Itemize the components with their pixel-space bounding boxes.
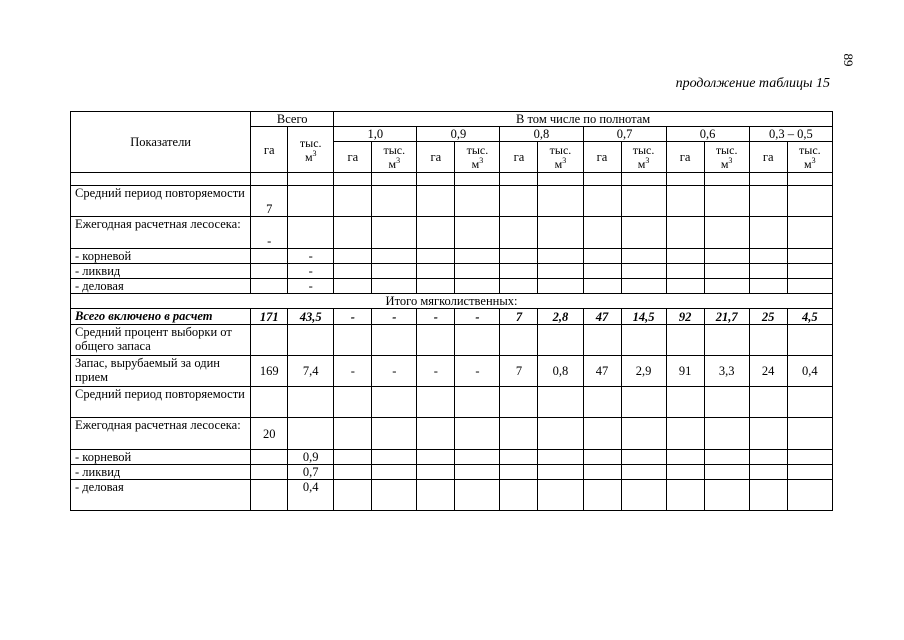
table-cell (538, 325, 583, 356)
table-cell (455, 480, 500, 511)
table-cell (583, 450, 621, 465)
table-cell (334, 264, 372, 279)
table-cell (749, 465, 787, 480)
unit-volume: тыс. $м^3$ (704, 142, 749, 173)
table-cell (787, 418, 832, 450)
table-cell (787, 249, 832, 264)
header-total-volume: тыс. $м^3$ (288, 127, 334, 173)
table-cell (334, 186, 372, 217)
table-cell (372, 418, 417, 450)
table-cell (749, 387, 787, 418)
density-header: 0,8 (500, 127, 583, 142)
table-cell (538, 387, 583, 418)
table-cell (583, 418, 621, 450)
header-total: Всего (251, 112, 334, 127)
row-label: - корневой (71, 249, 251, 264)
table-cell (749, 264, 787, 279)
table-cell (500, 249, 538, 264)
table-row (71, 387, 833, 418)
table-cell (334, 418, 372, 450)
table-cell (787, 480, 832, 511)
table-cell (749, 480, 787, 511)
empty-cell (455, 173, 500, 186)
table-cell: 25 (749, 309, 787, 325)
table-cell (583, 217, 621, 249)
table-cell (288, 186, 334, 217)
header-by-density: В том числе по полнотам (334, 112, 833, 127)
table-cell: 0,8 (538, 356, 583, 387)
row-label: Средний период повторяемости (71, 186, 251, 217)
table-cell (583, 186, 621, 217)
spacer-row (71, 173, 833, 186)
row-label: - деловая (71, 279, 251, 294)
section-row (71, 294, 833, 309)
unit-ha: га (334, 142, 372, 173)
table-cell (500, 450, 538, 465)
table-cell (334, 465, 372, 480)
table-cell (334, 217, 372, 249)
table-cell (621, 249, 666, 264)
table-cell (417, 249, 455, 264)
header-indicator: Показатели (71, 112, 251, 173)
table-cell (455, 387, 500, 418)
table-cell (455, 186, 500, 217)
table-cell: 7,4 (288, 356, 334, 387)
table-row (71, 264, 833, 279)
table-cell (500, 217, 538, 249)
table-cell (787, 325, 832, 356)
table-cell (704, 480, 749, 511)
table-cell: - (288, 249, 334, 264)
table-cell (288, 217, 334, 249)
table-cell: - (417, 309, 455, 325)
table-cell (417, 217, 455, 249)
table-cell (704, 264, 749, 279)
table-cell (334, 325, 372, 356)
table-cell (704, 249, 749, 264)
table-cell (538, 450, 583, 465)
unit-volume: тыс. $м^3$ (538, 142, 583, 173)
table-cell: - (334, 309, 372, 325)
table-cell (621, 325, 666, 356)
forest-table (70, 111, 833, 511)
table-cell (704, 450, 749, 465)
table-cell (621, 465, 666, 480)
table-cell: 169 (251, 356, 288, 387)
table-cell (621, 480, 666, 511)
table-cell (666, 217, 704, 249)
table-cell (621, 217, 666, 249)
empty-cell (372, 173, 417, 186)
empty-cell (583, 173, 621, 186)
table-cell (334, 480, 372, 511)
table-cell (583, 264, 621, 279)
table-cell (666, 325, 704, 356)
table-row (71, 356, 833, 387)
table-cell: 0,7 (288, 465, 334, 480)
table-cell (538, 465, 583, 480)
table-cell: 7 (251, 186, 288, 217)
table-cell: - (372, 309, 417, 325)
table-cell (749, 325, 787, 356)
empty-cell (666, 173, 704, 186)
table-cell (251, 387, 288, 418)
density-header: 0,6 (666, 127, 749, 142)
unit-volume: тыс. $м^3$ (455, 142, 500, 173)
table-row (71, 309, 833, 325)
table-cell (288, 418, 334, 450)
table-cell (372, 480, 417, 511)
table-cell: 21,7 (704, 309, 749, 325)
table-cell (621, 387, 666, 418)
unit-ha: га (749, 142, 787, 173)
table-cell (666, 279, 704, 294)
continuation-title: продолжение таблицы 15 (675, 76, 830, 91)
table-cell: 43,5 (288, 309, 334, 325)
empty-cell (417, 173, 455, 186)
table-row (71, 217, 833, 249)
row-label: - деловая (71, 480, 251, 511)
table-cell (704, 325, 749, 356)
table-cell (334, 279, 372, 294)
table-cell (251, 279, 288, 294)
empty-cell (251, 173, 288, 186)
row-label: Всего включено в расчет (71, 309, 251, 325)
row-label: Ежегодная расчетная лесосека: (71, 217, 251, 249)
row-label: Запас, вырубаемый за один прием (71, 356, 251, 387)
table-cell (417, 279, 455, 294)
table-cell (704, 418, 749, 450)
table-cell (417, 387, 455, 418)
table-cell (417, 325, 455, 356)
table-cell (704, 186, 749, 217)
table-cell (538, 418, 583, 450)
row-label: - корневой (71, 450, 251, 465)
table-cell (500, 186, 538, 217)
table-cell (251, 480, 288, 511)
table-cell (455, 249, 500, 264)
table-cell (372, 387, 417, 418)
table-cell: 0,4 (787, 356, 832, 387)
table-cell: - (455, 356, 500, 387)
table-cell (251, 465, 288, 480)
row-label: Средний период повторяемости (71, 387, 251, 418)
table-cell (666, 264, 704, 279)
table-cell: 24 (749, 356, 787, 387)
table-cell: - (334, 356, 372, 387)
table-cell (251, 325, 288, 356)
table-cell: 14,5 (621, 309, 666, 325)
table-cell (583, 465, 621, 480)
empty-cell (500, 173, 538, 186)
table-cell (334, 450, 372, 465)
table-row (71, 480, 833, 511)
table-cell: 4,5 (787, 309, 832, 325)
table-cell: - (288, 264, 334, 279)
table-cell: 2,9 (621, 356, 666, 387)
table-cell (583, 325, 621, 356)
table-row (71, 465, 833, 480)
table-cell (500, 325, 538, 356)
table-cell (583, 279, 621, 294)
unit-ha: га (417, 142, 455, 173)
empty-cell (704, 173, 749, 186)
table-cell (455, 418, 500, 450)
table-cell (538, 249, 583, 264)
table-cell (334, 387, 372, 418)
table-cell (749, 418, 787, 450)
table-cell (704, 217, 749, 249)
table-cell: 0,9 (288, 450, 334, 465)
header-total-ha: га (251, 127, 288, 173)
table-cell (704, 279, 749, 294)
table-cell (455, 264, 500, 279)
table-cell (749, 450, 787, 465)
table-cell (749, 217, 787, 249)
table-row (71, 186, 833, 217)
table-cell (621, 418, 666, 450)
table-row (71, 450, 833, 465)
table-cell (621, 450, 666, 465)
unit-ha: га (583, 142, 621, 173)
table-cell (621, 279, 666, 294)
table-cell (666, 387, 704, 418)
empty-cell (71, 173, 251, 186)
table-cell (251, 450, 288, 465)
table-cell (666, 249, 704, 264)
table-cell (538, 480, 583, 511)
empty-cell (621, 173, 666, 186)
table-cell (334, 249, 372, 264)
empty-cell (288, 173, 334, 186)
table-cell (372, 217, 417, 249)
table-cell: - (372, 356, 417, 387)
section-title: Итого мягколиственных: (71, 294, 833, 309)
table-cell (417, 450, 455, 465)
table-cell: - (455, 309, 500, 325)
table-cell (666, 450, 704, 465)
page-number: 89 (841, 53, 856, 67)
table-cell (500, 480, 538, 511)
table-cell (251, 264, 288, 279)
table-cell (417, 465, 455, 480)
table-cell (621, 186, 666, 217)
empty-cell (787, 173, 832, 186)
table-cell (500, 465, 538, 480)
table-cell (455, 325, 500, 356)
table-cell: 2,8 (538, 309, 583, 325)
table-cell (417, 264, 455, 279)
table-cell: - (288, 279, 334, 294)
table-cell (538, 217, 583, 249)
table-cell (538, 279, 583, 294)
table-cell (372, 465, 417, 480)
unit-volume: тыс. $м^3$ (372, 142, 417, 173)
table-cell (787, 264, 832, 279)
table-cell (787, 217, 832, 249)
table-cell (538, 264, 583, 279)
table-cell (372, 450, 417, 465)
density-header: 0,9 (417, 127, 500, 142)
table-cell: 47 (583, 356, 621, 387)
table-row (71, 325, 833, 356)
table-cell (417, 480, 455, 511)
table-cell: - (417, 356, 455, 387)
table-cell (666, 186, 704, 217)
table-cell (583, 480, 621, 511)
table-cell: 47 (583, 309, 621, 325)
table-cell (455, 217, 500, 249)
table-cell (621, 264, 666, 279)
table-cell (500, 387, 538, 418)
table-cell (372, 249, 417, 264)
table-cell (538, 186, 583, 217)
unit-volume: тыс. $м^3$ (787, 142, 832, 173)
table-cell (583, 387, 621, 418)
table-cell: 92 (666, 309, 704, 325)
table-cell (704, 465, 749, 480)
table-cell (749, 186, 787, 217)
empty-cell (538, 173, 583, 186)
empty-cell (334, 173, 372, 186)
table-cell (787, 465, 832, 480)
table-cell (372, 325, 417, 356)
table-cell (749, 279, 787, 294)
table-cell (288, 325, 334, 356)
table-cell (666, 418, 704, 450)
row-label: Средний процент выборки от общего запаса (71, 325, 251, 356)
unit-ha: га (500, 142, 538, 173)
table-row (71, 249, 833, 264)
table-cell (500, 279, 538, 294)
empty-cell (749, 173, 787, 186)
table-cell (787, 279, 832, 294)
table-cell (455, 279, 500, 294)
table-row (71, 279, 833, 294)
table-cell: 20 (251, 418, 288, 450)
table-cell (455, 465, 500, 480)
density-header: 1,0 (334, 127, 417, 142)
table-cell: 7 (500, 309, 538, 325)
table-cell (666, 480, 704, 511)
table-cell (500, 264, 538, 279)
table-cell: - (251, 217, 288, 249)
table-cell: 0,4 (288, 480, 334, 511)
table-cell (372, 186, 417, 217)
table-cell (704, 387, 749, 418)
table-cell (787, 450, 832, 465)
row-label: - ликвид (71, 465, 251, 480)
table-cell (251, 249, 288, 264)
unit-ha: га (666, 142, 704, 173)
density-header: 0,7 (583, 127, 666, 142)
table-cell (417, 186, 455, 217)
row-label: - ликвид (71, 264, 251, 279)
table-cell (500, 418, 538, 450)
density-header: 0,3 – 0,5 (749, 127, 832, 142)
table-cell: 171 (251, 309, 288, 325)
table-cell (749, 249, 787, 264)
row-label: Ежегодная расчетная лесосека: (71, 418, 251, 450)
table-cell (787, 387, 832, 418)
table-cell (372, 264, 417, 279)
table-cell (787, 186, 832, 217)
table-cell (372, 279, 417, 294)
table-cell: 91 (666, 356, 704, 387)
unit-volume: тыс. $м^3$ (621, 142, 666, 173)
table-cell: 7 (500, 356, 538, 387)
table-row (71, 418, 833, 450)
table-cell (455, 450, 500, 465)
table-cell (417, 418, 455, 450)
table-cell: 3,3 (704, 356, 749, 387)
table-cell (288, 387, 334, 418)
table-cell (666, 465, 704, 480)
table-cell (583, 249, 621, 264)
